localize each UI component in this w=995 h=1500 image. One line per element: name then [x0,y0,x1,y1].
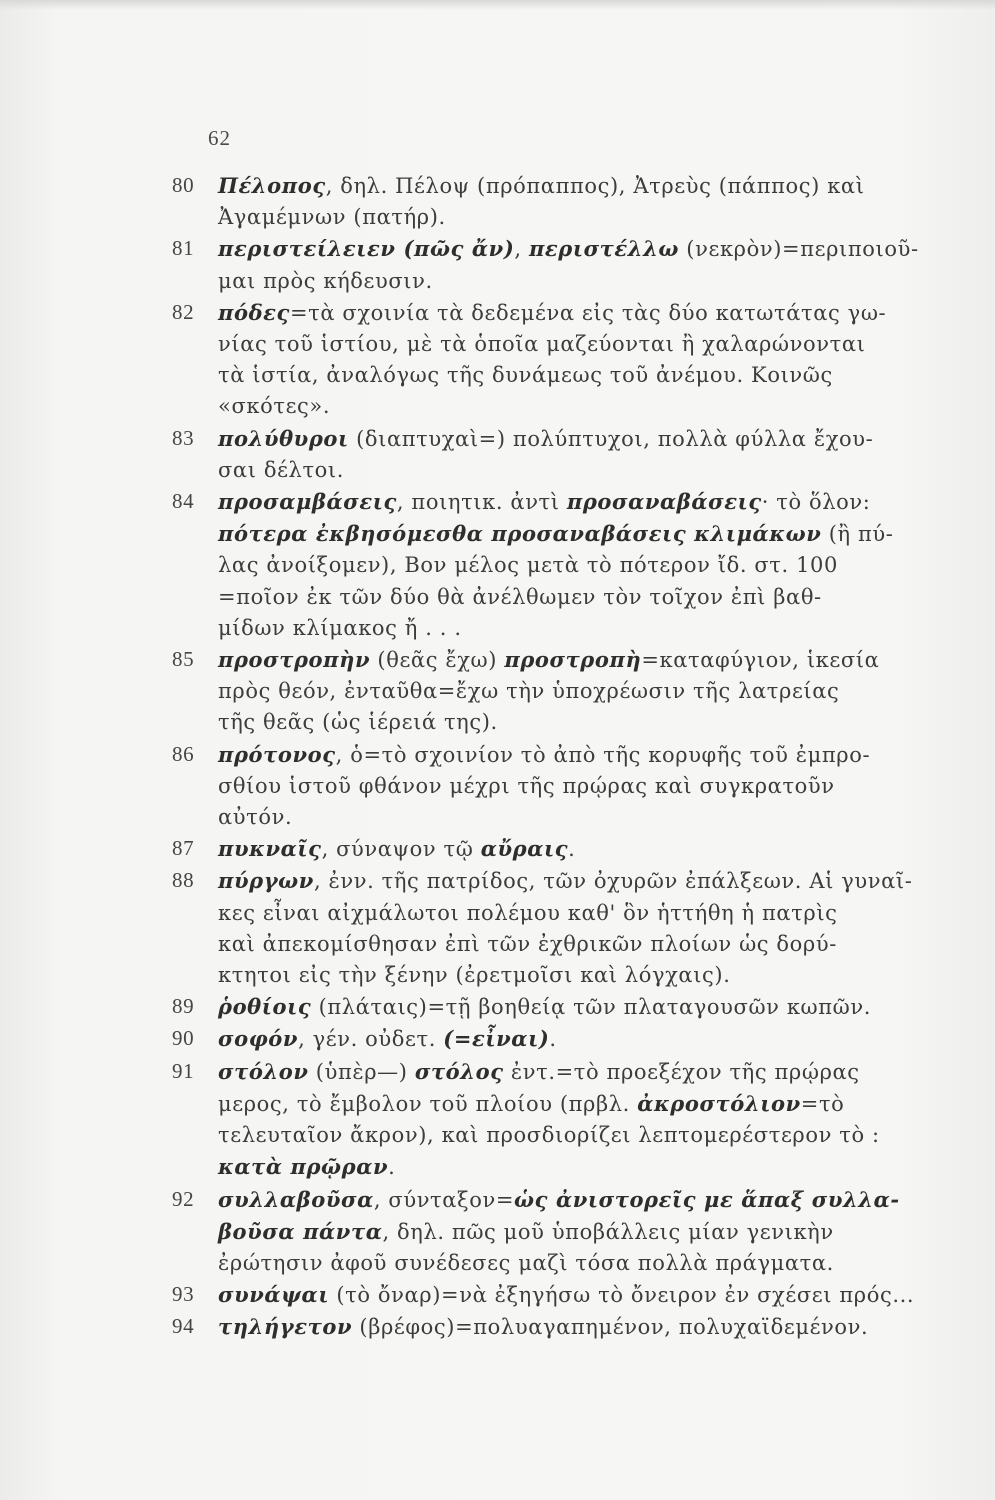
entry-line [218,486,872,518]
headword: τηλήγετον [218,1314,353,1340]
gloss-text: , ποιητικ. ἀντὶ [396,490,567,515]
entry-line [218,929,872,960]
gloss-text: τὰ ἱστία, ἀναλόγως τῆς δυνάμεως τοῦ ἀνέμου. Κοινῶς [218,363,833,388]
headword: στόλος [414,1058,504,1084]
entry-line [218,1279,915,1311]
headword: αὔραις [480,836,569,862]
gloss-text: αὐτόν. [218,805,293,830]
glossary-entry [172,233,919,296]
entry-line [218,170,872,202]
gloss-text: . [549,1027,557,1052]
entry-number: 84 [172,489,195,514]
gloss-text: , ἐνν. τῆς πατρίδος, τῶν ὀχυρῶν ἐπάλξεων. Αἱ γυναῖ- [313,869,913,894]
gloss-text: (θεᾶς ἔχω) [370,648,505,673]
entry-line [218,202,872,233]
gloss-text: =τὰ σχοινία τὰ δεδεμένα εἰς τὰς δύο κατωτάτας γω- [289,300,887,325]
entry-line [218,1023,872,1055]
entry-line [218,1151,872,1183]
headword: (=εἶναι) [443,1026,550,1052]
gloss-text: , [514,237,529,262]
entry-line [218,960,872,991]
headword: περιστείλειεν (πῶς ἄν) [218,236,515,262]
entry-number: 93 [172,1282,195,1307]
gloss-text: (ὑπὲρ—) [308,1059,415,1084]
headword: ἀκροστόλιον [637,1090,801,1116]
entry-line [218,707,872,738]
entry-line [218,1248,872,1279]
glossary-entry [172,1311,872,1343]
headword: ὡς ἀνιστορεῖς με ἅπαξ συλλα- [514,1186,900,1212]
gloss-text: σαι δέλτοι. [218,457,345,482]
gloss-text: , γέν. οὐδετ. [298,1027,444,1052]
entry-line [218,898,872,929]
glossary-entry [172,833,872,865]
gloss-text: μαι πρὸς κήδευσιν. [218,268,433,293]
entry-number: 87 [172,836,195,861]
gloss-text: , σύνταξον= [373,1187,515,1212]
entry-line [218,676,872,707]
glossary-entries [172,170,919,1344]
entry-number: 83 [172,425,195,450]
headword: προστροπὴν [218,647,371,673]
gloss-text: . [388,1155,396,1180]
entry-line [218,266,872,297]
gloss-text: (διαπτυχαὶ=) πολύπτυχοι, πολλὰ φύλλα ἔχου- [348,426,874,451]
headword: περιστέλλω [528,236,680,262]
headword: στόλον [218,1058,309,1084]
headword: προστροπὴ [504,647,642,673]
entry-line [218,865,913,897]
entry-line [218,329,872,360]
entry-number: 88 [172,868,195,893]
glossary-entry [172,739,872,834]
entry-number: 89 [172,994,195,1019]
gloss-text: , δηλ. Πέλοψ (πρόπαππος), Ἀτρεὺς (πάππος) καὶ [325,174,865,198]
entry-line [218,771,872,802]
gloss-text: =καταφύγιον, ἱκεσία [641,648,880,673]
glossary-entry [172,297,887,423]
gloss-text: =τὸ [800,1091,845,1116]
entry-line [218,802,872,833]
gloss-text: ἐντ.=τὸ προεξέχον τῆς πρῴρας [503,1059,860,1084]
headword: πυκναῖς [218,836,322,862]
glossary-entry [172,170,872,233]
headword: ῥοθίοις [218,994,312,1020]
gloss-text: Ἀγαμέμνων (πατήρ). [218,205,446,230]
entry-line [218,1056,872,1088]
entry-number: 85 [172,647,195,672]
glossary-entry [172,865,913,991]
gloss-text: (νεκρὸν)=περιποιοῦ- [679,237,919,262]
entry-line [218,297,887,329]
entry-line [218,644,880,676]
gloss-text: (πλάταις)=τῇ βοηθείᾳ τῶν πλαταγουσῶν κωπῶν. [311,995,872,1020]
gloss-text: , δηλ. πῶς μοῦ ὑποβάλλεις μίαν γενικὴν [382,1219,834,1244]
headword: πότερα ἐκβησόμεσθα προσαναβάσεις κλιμάκων [218,521,822,547]
headword: κατὰ πρῷραν [218,1154,389,1180]
entry-line [218,739,872,771]
gloss-text: καὶ ἀπεκομίσθησαν ἐπὶ τῶν ἐχθρικῶν πλοίων ὡς δορύ- [218,931,837,956]
entry-line [218,455,872,486]
glossary-entry [172,991,872,1023]
entry-line [218,1088,872,1120]
gloss-text: =ποῖον ἐκ τῶν δύο θὰ ἀνέλθωμεν τὸν τοῖχον ἐπὶ βαθ- [218,584,822,609]
gloss-text: τῆς θεᾶς (ὡς ἱέρειά της). [218,710,498,735]
entry-number: 81 [172,236,195,261]
gloss-text: κες εἶναι αἰχμάλωτοι πολέμου καθ' ὃν ἡττήθη ἡ πατρὶς [218,900,838,925]
headword: πολύθυροι [218,425,349,451]
headword: σοφόν [218,1026,299,1052]
glossary-entry [172,486,894,644]
gloss-text: νίας τοῦ ἱστίου, μὲ τὰ ὁποῖα μαζεύονται ἢ χαλαρώνονται [218,332,866,357]
entry-number: 94 [172,1314,195,1339]
gloss-text: , ὁ=τὸ σχοινίον τὸ ἀπὸ τῆς κορυφῆς τοῦ ἐμπρο- [335,742,871,767]
glossary-entry [172,1279,915,1311]
entry-line [218,1311,872,1343]
gloss-text: λας ἀνοίξομεν), Βον μέλος μετὰ τὸ πότερον ἴδ. στ. 100 [218,553,838,578]
headword: πρότονος [218,741,336,767]
gloss-text: , σύναψον τῷ [321,837,481,862]
entry-line [218,1184,900,1216]
gloss-text: (ἢ πύ- [821,522,894,547]
entry-line [218,233,919,265]
glossary-entry [172,644,880,739]
entry-number: 91 [172,1058,195,1083]
entry-number: 86 [172,741,195,766]
gloss-text: «σκότες». [218,394,331,419]
gloss-text: σθίου ἱστοῦ φθάνον μέχρι τῆς πρῴρας καὶ συγκρατοῦν [218,773,835,798]
gloss-text: ἐρώτησιν ἀφοῦ συνέδεσες μαζὶ τόσα πολλὰ πράγματα. [218,1250,834,1275]
entry-line [218,833,872,865]
glossary-entry [172,423,872,486]
entry-line [218,518,894,550]
gloss-text: . [568,837,576,862]
glossary-entry [172,1184,900,1280]
gloss-text: πρὸς θεόν, ἐνταῦθα=ἔχω τὴν ὑποχρέωσιν τῆς λατρείας [218,679,840,704]
entry-line [218,391,872,422]
entry-line [218,1216,872,1248]
headword: προσαναβάσεις [566,489,762,515]
headword: βοῦσα πάντα [218,1218,383,1244]
entry-line [218,613,872,644]
gloss-text: μίδων κλίμακος ἤ . . . [218,615,462,640]
entry-line [218,360,872,391]
gloss-text: (βρέφος)=πολυαγαπημένον, πολυχαϊδεμένον. [352,1315,869,1340]
headword: πύργων [218,868,314,894]
entry-line [218,582,872,613]
glossary-entry [172,1056,880,1184]
headword: προσαμβάσεις [218,489,397,515]
entry-number: 82 [172,299,195,324]
glossary-entry [172,1023,872,1055]
entry-number: 90 [172,1026,195,1051]
gloss-text: κτητοι εἰς τὴν ξένην (ἐρετμοῖσι καὶ λόγχαις). [218,963,731,988]
page-top-edge [0,0,995,10]
gloss-text: τελευταῖον ἄκρον), καὶ προσδιορίζει λεπτομερέστερον τὸ : [218,1123,880,1148]
gloss-text: (τὸ ὄναρ)=νὰ ἐξηγήσω τὸ ὄνειρον ἐν σχέσει πρός... [329,1283,915,1308]
headword: Πέλοπος [218,173,326,198]
gloss-text: · τὸ ὅλον: [761,490,871,515]
page-number: 62 [208,126,231,150]
headword: συλλαβοῦσα [218,1186,374,1212]
entry-line [218,1120,880,1151]
entry-line [218,423,872,455]
entry-line [218,991,872,1023]
entry-number: 92 [172,1186,195,1211]
gloss-text: μερος, τὸ ἔμβολον τοῦ πλοίου (πρβλ. [218,1091,638,1116]
entry-line [218,550,872,581]
entry-number: 80 [172,173,195,197]
headword: πόδες [218,299,290,325]
headword: συνάψαι [218,1282,330,1308]
